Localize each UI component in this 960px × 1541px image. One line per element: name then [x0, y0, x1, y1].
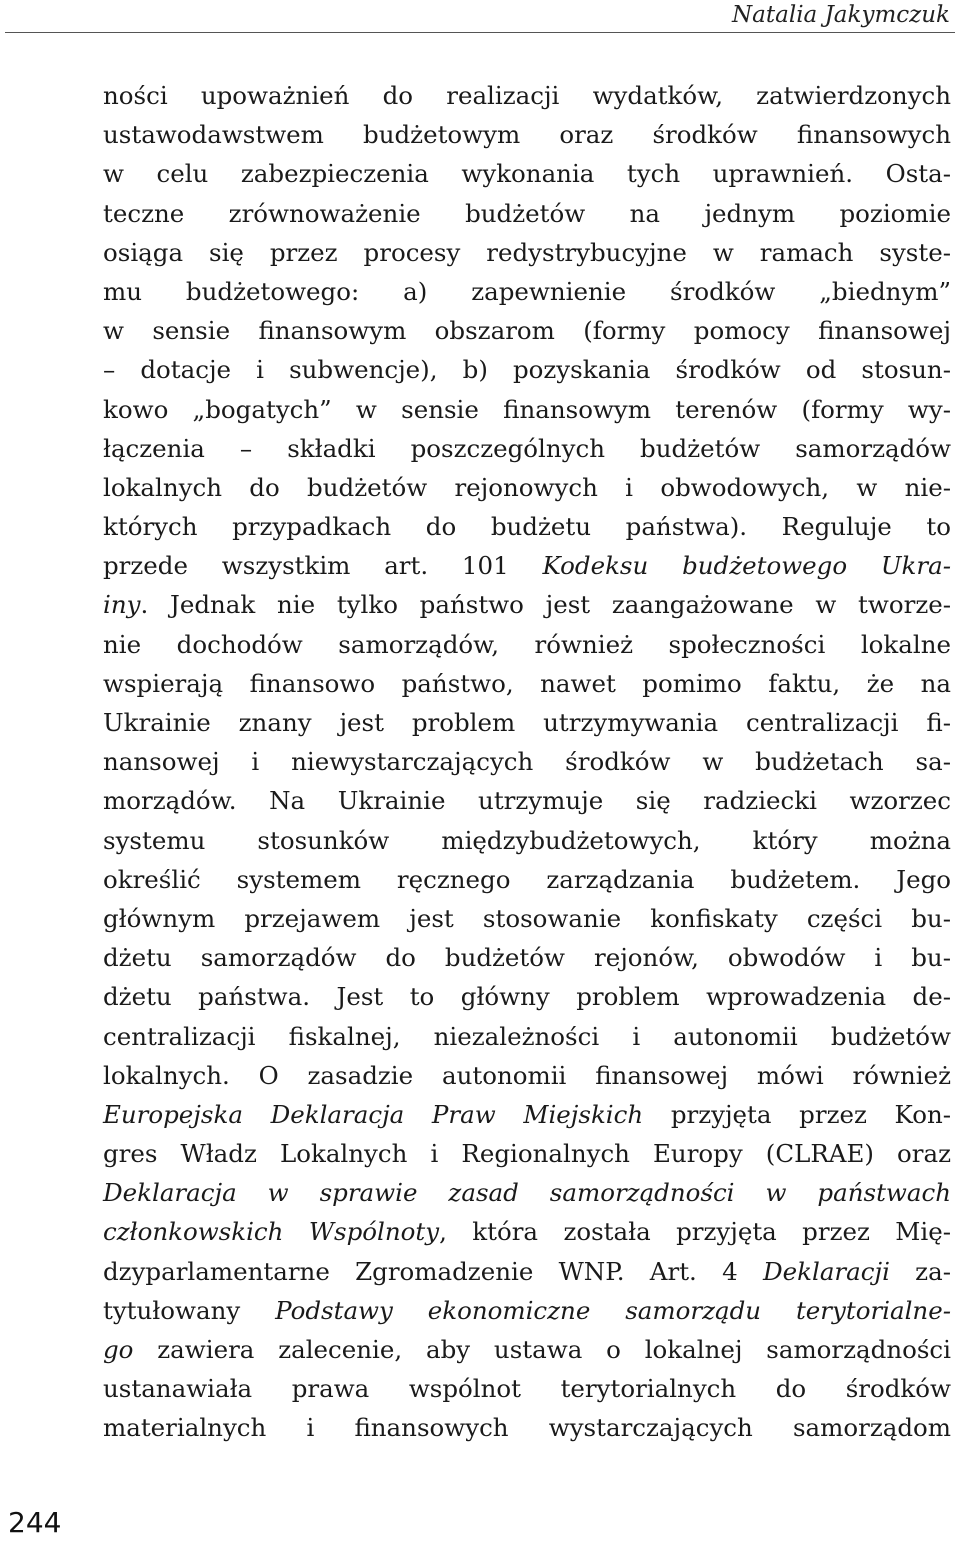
text-line [103, 468, 951, 507]
text-segment: osiąga się przez procesy redystrybucyjne w ramach syste- [103, 237, 951, 267]
text-segment: dzyparlamentarne Zgromadzenie WNP. Art. 4 [103, 1256, 763, 1286]
text-segment: w sensie finansowym obszarom (formy pomocy finansowej [103, 316, 951, 346]
text-segment: ustawodawstwem budżetowym oraz środków finansowych [103, 120, 951, 150]
text-segment: , która została przyjęta przez Mię- [439, 1217, 951, 1247]
text-segment: łączenia – składki poszczególnych budżetów samorządów [103, 433, 951, 463]
text-line [103, 860, 951, 899]
text-line [103, 1173, 951, 1212]
text-segment: systemu stosunków międzybudżetowych, który można [103, 825, 951, 855]
text-segment: przyjęta przez Kon- [643, 1099, 952, 1129]
text-line [103, 311, 951, 350]
text-segment: których przypadkach do budżetu państwa). Reguluje to [103, 512, 951, 542]
text-line [103, 1369, 951, 1408]
text-segment: przede wszystkim art. 101 [103, 551, 543, 581]
text-line [103, 625, 951, 664]
text-line [103, 1056, 951, 1095]
text-segment: Ukrainie znany jest problem utrzymywania centralizacji fi- [103, 708, 951, 737]
text-line [103, 664, 951, 703]
italic-text-segment: członkowskich Wspólnoty [103, 1217, 440, 1247]
text-line [103, 233, 951, 272]
text-segment: zawiera zalecenie, aby ustawa o lokalnej samorządności [133, 1335, 951, 1364]
text-line [103, 507, 951, 546]
text-line [103, 1212, 951, 1251]
text-line [103, 194, 951, 233]
italic-text-segment: go [103, 1335, 134, 1364]
text-line [103, 1408, 951, 1447]
text-line [103, 938, 951, 977]
text-segment: centralizacji fiskalnej, niezależności i autonomii budżetów [103, 1021, 951, 1051]
text-line [103, 977, 951, 1016]
italic-text-segment: iny [103, 590, 141, 620]
text-segment: za- [889, 1256, 951, 1286]
text-segment: teczne zrównoważenie budżetów na jednym poziomie [103, 198, 951, 228]
text-line [103, 546, 951, 585]
text-segment: wspierają finansowo państwo, nawet pomimo faktu, że na [103, 668, 951, 698]
text-line [103, 429, 951, 468]
text-line [103, 1330, 951, 1369]
text-line [103, 272, 951, 311]
italic-text-segment: Deklaracji [763, 1256, 890, 1286]
body-paragraph [103, 76, 951, 1448]
text-line [103, 585, 951, 624]
text-line [103, 390, 951, 429]
italic-text-segment: Deklaracja w sprawie zasad samorządności w państwach [103, 1178, 951, 1208]
text-line [103, 1291, 951, 1330]
text-segment: tytułowany [103, 1295, 276, 1325]
italic-text-segment: Kodeksu budżetowego Ukra- [542, 551, 951, 581]
text-line [103, 821, 951, 860]
text-segment: morządów. Na Ukrainie utrzymuje się radziecki wzorzec [103, 786, 951, 816]
text-segment: – dotacje i subwencje), b) pozyskania środków od stosun- [103, 355, 951, 385]
text-segment: ności upoważnień do realizacji wydatków, zatwierdzonych [103, 81, 951, 110]
text-line [103, 1095, 951, 1134]
header-rule [5, 32, 955, 33]
text-segment: lokalnych do budżetów rejonowych i obwodowych, w nie- [103, 472, 951, 502]
text-segment: . Jednak nie tylko państwo jest zaangażowane w tworze- [140, 590, 951, 620]
text-segment: materialnych i finansowych wystarczających samorządom [103, 1413, 951, 1443]
text-line [103, 703, 951, 742]
text-segment: głównym przejawem jest stosowanie konfiskaty części bu- [103, 903, 951, 933]
text-line [103, 1252, 951, 1291]
text-segment: lokalnych. O zasadzie autonomii finansowej mówi również [103, 1060, 951, 1090]
text-segment: dżetu państwa. Jest to główny problem wprowadzenia de- [103, 982, 951, 1012]
text-segment: mu budżetowego: a) zapewnienie środków „biednym” [103, 276, 951, 306]
text-segment: kowo „bogatych” w sensie finansowym terenów (formy wy- [103, 394, 951, 424]
text-segment: dżetu samorządów do budżetów rejonów, obwodów i bu- [103, 943, 951, 973]
text-line [103, 1017, 951, 1056]
text-line [103, 115, 951, 154]
text-segment: nansowej i niewystarczających środków w budżetach sa- [103, 747, 951, 777]
text-line [103, 1134, 951, 1173]
italic-text-segment: Europejska Deklaracja Praw Miejskich [103, 1099, 644, 1129]
running-head-author: Natalia Jakymczuk [732, 2, 950, 28]
text-segment: w celu zabezpieczenia wykonania tych uprawnień. Osta- [103, 159, 951, 189]
text-line [103, 781, 951, 820]
text-line [103, 350, 951, 389]
italic-text-segment: Podstawy ekonomiczne samorządu terytorialne- [275, 1295, 951, 1325]
text-line [103, 742, 951, 781]
text-segment: nie dochodów samorządów, również społeczności lokalne [103, 629, 951, 659]
text-segment: określić systemem ręcznego zarządzania budżetem. Jego [103, 864, 951, 894]
text-line [103, 899, 951, 938]
text-segment: ustanawiała prawa wspólnot terytorialnych do środków [103, 1374, 951, 1404]
text-line [103, 154, 951, 193]
text-line [103, 76, 951, 115]
text-segment: gres Władz Lokalnych i Regionalnych Europy (CLRAE) oraz [103, 1139, 951, 1169]
page-number: 244 [8, 1506, 62, 1539]
